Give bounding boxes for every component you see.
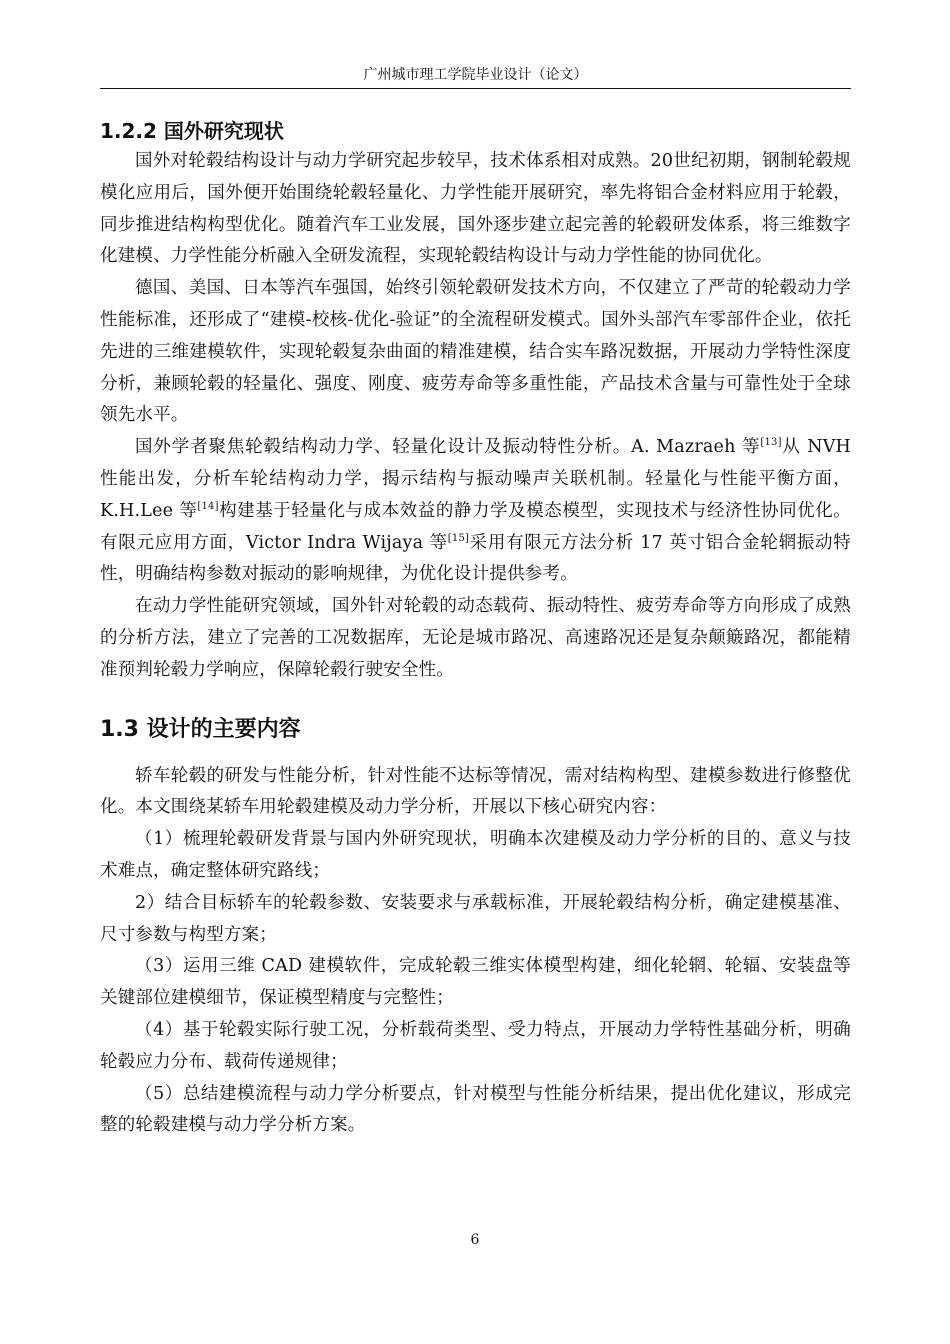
list-item: （5）总结建模流程与动力学分析要点，针对模型与性能分析结果，提出优化建议，形成完整的轮毂建模与动力学分析方案。 <box>100 1083 851 1136</box>
paragraph: 在动力学性能研究领域，国外针对轮毂的动态载荷、振动特性、疲劳寿命等方向形成了成熟的分析方法，建立了完善的工况数据库，无论是城市路况、高速路况还是复杂颠簸路况，都能精准预判轮毂力学响应，保障轮毂行驶安全性。 <box>100 596 851 680</box>
page-number: 6 <box>470 1232 480 1248</box>
section-heading-1-3: 1.3 设计的主要内容 <box>100 716 301 742</box>
text-run: 采用有限元方法分析 17 英寸铝合金轮辋振动特性，明确结构参数对振动的影响规律，为优化设计提供参考。 <box>100 532 851 585</box>
paragraph: 德国、美国、日本等汽车强国，始终引领轮毂研发技术方向，不仅建立了严苛的轮毂动力学性能标准，还形成了“建模-校核-优化-验证”的全流程研发模式。国外头部汽车零部件企业，依托先进的三维建模软件，实现轮毂复杂曲面的精准建模，结合实车路况数据，开展动力学特性深度分析，兼顾轮毂的轻量化、强度、刚度、疲劳寿命等多重性能，产品技术含量与可靠性处于全球领先水平。 <box>100 278 851 426</box>
text-run: 从 NVH 性能出发，分析车轮结构动力学，揭示结构与振动噪声关联机制。轻量化与性能平衡方面，K.H.Lee 等 <box>100 437 852 521</box>
text-run: 构建基于轻量化与成本效益的静力学及模态模型，实现技术与经济性协同优化。有限元应用方面，Victor Indra Wijaya 等 <box>100 500 851 553</box>
paragraph: 国外对轮毂结构设计与动力学研究起步较早，技术体系相对成熟。20世纪初期，钢制轮毂规模化应用后，国外便开始围绕轮毂轻量化、力学性能开展研究，率先将铝合金材料应用于轮毂，同步推进结构构型优化。随着汽车工业发展，国外逐步建立起完善的轮毂研发体系，将三维数字化建模、力学性能分析融入全研发流程，实现轮毂结构设计与动力学性能的协同优化。 <box>100 151 851 267</box>
list-item: （1）梳理轮毂研发背景与国内外研究现状，明确本次建模及动力学分析的目的、意义与技术难点，确定整体研究路线； <box>100 829 851 881</box>
paragraph: 轿车轮毂的研发与性能分析，针对性能不达标等情况，需对结构构型、建模参数进行修整优化。本文围绕某轿车用轮毂建模及动力学分析，开展以下核心研究内容： <box>100 765 851 818</box>
list-item: （4）基于轮毂实际行驶工况，分析载荷类型、受力特点，开展动力学特性基础分析，明确轮毂应力分布、载荷传递规律； <box>100 1019 851 1072</box>
citation-13: [13] <box>760 437 782 449</box>
citation-15: [15] <box>447 532 470 544</box>
citation-14: [14] <box>197 500 219 512</box>
header-divider <box>100 88 851 89</box>
paragraph-with-citations <box>100 432 851 591</box>
list-item: 2）结合目标轿车的轮毂参数、安装要求与承载标准，开展轮毂结构分析，确定建模基准、尺寸参数与构型方案； <box>100 892 851 945</box>
list-item: （3）运用三维 CAD 建模软件，完成轮毂三维实体模型构建，细化轮辋、轮辐、安装盘等关键部位建模细节，保证模型精度与完整性； <box>100 956 851 1009</box>
page-body <box>100 116 851 1142</box>
page-header: 广州城市理工学院毕业设计（论文） <box>363 67 588 83</box>
section-heading-1-2-2: 1.2.2 国外研究现状 <box>100 119 284 143</box>
text-run: 国外学者聚焦轮毂结构动力学、轻量化设计及振动特性分析。A. Mazraeh 等 <box>135 437 761 458</box>
